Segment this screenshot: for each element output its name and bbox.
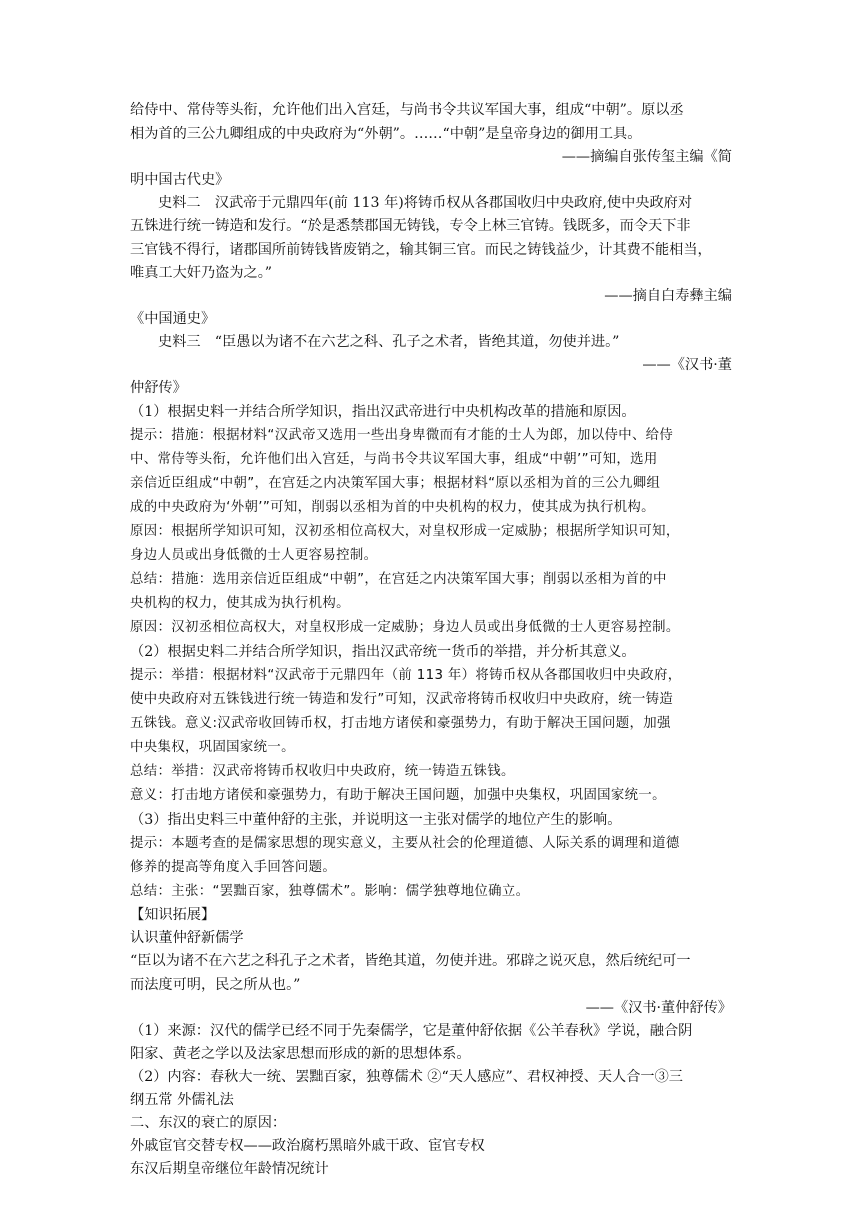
quote-line: “臣以为诸不在六艺之科孔子之术者，皆绝其道，勿使并进。邪辟之说灭息，然后统纪可一 — [130, 953, 691, 969]
section-heading: 二、东汉的衰亡的原因： — [130, 1115, 287, 1131]
hint-line: 提示：举措：根据材料“汉武帝于元鼎四年（前 113 年）将铸币权从各郡国收归中央政府， — [130, 668, 682, 683]
citation-line: 《中国通史》 — [130, 311, 216, 327]
text-line: 外戚宦官交替专权——政治腐朽黑暗外戚干政、宦官专权 — [130, 1138, 485, 1154]
hint-line: 成的中央政府为‘外朝’”可知，削弱以丞相为首的中央机构的权力，使其成为执行机构。 — [130, 500, 655, 515]
hint-line: 修养的提高等角度入手回答问题。 — [130, 860, 337, 875]
hint-line: 中、常侍等头衔，允许他们出入宫廷，与尚书令共议军国大事，组成“中朝’”可知，选用 — [130, 452, 658, 467]
citation-line: ——摘编自张传玺主编《简 — [561, 149, 732, 165]
text-line: （1）来源：汉代的儒学已经不同于先秦儒学，它是董仲舒依据《公羊春秋》学说，融合阴 — [130, 1023, 693, 1039]
summary-line: 总结：措施：选用亲信近臣组成“中朝”，在宫廷之内决策军国大事；削弱以丞相为首的中 — [130, 572, 667, 587]
hint-line: 提示：本题考查的是儒家思想的现实意义，主要从社会的伦理道德、人际关系的调理和道德 — [130, 836, 680, 851]
text-line: 认识董仲舒新儒学 — [130, 930, 244, 946]
question-line: （2）根据史料二并结合所学知识，指出汉武帝统一货币的举措，并分析其意义。 — [130, 644, 636, 660]
hint-line: 中央集权，巩固国家统一。 — [130, 740, 295, 755]
text-line: 三官钱不得行，诸郡国所前铸钱皆废销之，输其铜三官。而民之铸钱益少，计其费不能相当， — [130, 242, 712, 258]
text-line: 史料二 汉武帝于元鼎四年(前 113 年)将铸币权从各郡国收归中央政府,使中央政府对 — [158, 195, 693, 211]
hint-line: 身边人员或出身低微的士人更容易控制。 — [130, 548, 378, 563]
text-line: 相为首的三公九卿组成的中央政府为“外朝”。……“中朝”是皇帝身边的御用工具。 — [130, 126, 642, 142]
citation-line: 仲舒传》 — [130, 380, 187, 396]
summary-line: 总结：主张：“罢黜百家，独尊儒术”。影响：儒学独尊地位确立。 — [130, 884, 530, 899]
hint-line: 提示：措施：根据材料“汉武帝又选用一些出身卑微而有才能的士人为郎，加以侍中、给侍 — [130, 428, 674, 443]
hint-line: 原因：根据所学知识可知，汉初丞相位高权大，对皇权形成一定威胁；根据所学知识可知， — [130, 524, 680, 539]
summary-line: 总结：举措：汉武帝将铸币权收归中央政府，统一铸造五铢钱。 — [130, 764, 515, 779]
text-line: 纲五常 外儒礼法 — [130, 1092, 234, 1108]
text-line: 唯真工大奸乃盗为之。” — [130, 265, 273, 281]
text-line: 史料三 “臣愚以为诸不在六艺之科、孔子之术者，皆绝其道，勿使并进。” — [158, 334, 620, 350]
quote-line: 而法度可明，民之所从也。” — [130, 977, 301, 993]
text-line: （2）内容：春秋大一统、罢黜百家，独尊儒术 ②“天人感应”、君权神授、天人合一③三 — [130, 1069, 683, 1085]
summary-line: 意义：打击地方诸侯和豪强势力，有助于解决王国问题，加强中央集权，巩固国家统一。 — [130, 788, 666, 803]
hint-line: 亲信近臣组成“中朝”，在宫廷之内决策军国大事；根据材料“原以丞相为首的三公九卿组 — [130, 476, 661, 491]
question-line: （1）根据史料一并结合所学知识，指出汉武帝进行中央机构改革的措施和原因。 — [130, 404, 636, 420]
hint-line: 使中央政府对五铢钱进行统一铸造和发行”可知，汉武帝将铸币权收归中央政府，统一铸造 — [130, 692, 674, 707]
text-line: 东汉后期皇帝继位年龄情况统计 — [130, 1161, 329, 1177]
text-line: 给侍中、常侍等头衔，允许他们出入宫廷，与尚书令共议军国大事，组成“中朝”。原以丞 — [130, 102, 684, 118]
summary-line: 央机构的权力，使其成为执行机构。 — [130, 596, 350, 611]
text-line: 阳家、黄老之学以及法家思想而形成的新的思想体系。 — [130, 1046, 471, 1062]
question-line: （3）指出史料三中董仲舒的主张，并说明这一主张对儒学的地位产生的影响。 — [130, 812, 622, 828]
hint-line: 五铢钱。意义:汉武帝收回铸币权，打击地方诸侯和豪强势力，有助于解决王国问题，加强 — [130, 716, 671, 731]
citation-line: ——摘自白寿彝主编 — [604, 288, 732, 304]
citation-line: ——《汉书·董 — [642, 357, 732, 373]
section-heading: 【知识拓展】 — [130, 907, 216, 923]
text-line: 五铢进行统一铸造和发行。“於是悉禁郡国无铸钱，专令上林三官铸。钱既多，而令天下非 — [130, 218, 691, 234]
citation-line: 明中国古代史》 — [130, 172, 230, 188]
summary-line: 原因：汉初丞相位高权大，对皇权形成一定威胁；身边人员或出身低微的士人更容易控制。 — [130, 620, 680, 635]
citation-line: ——《汉书·董仲舒传》 — [585, 1000, 732, 1016]
